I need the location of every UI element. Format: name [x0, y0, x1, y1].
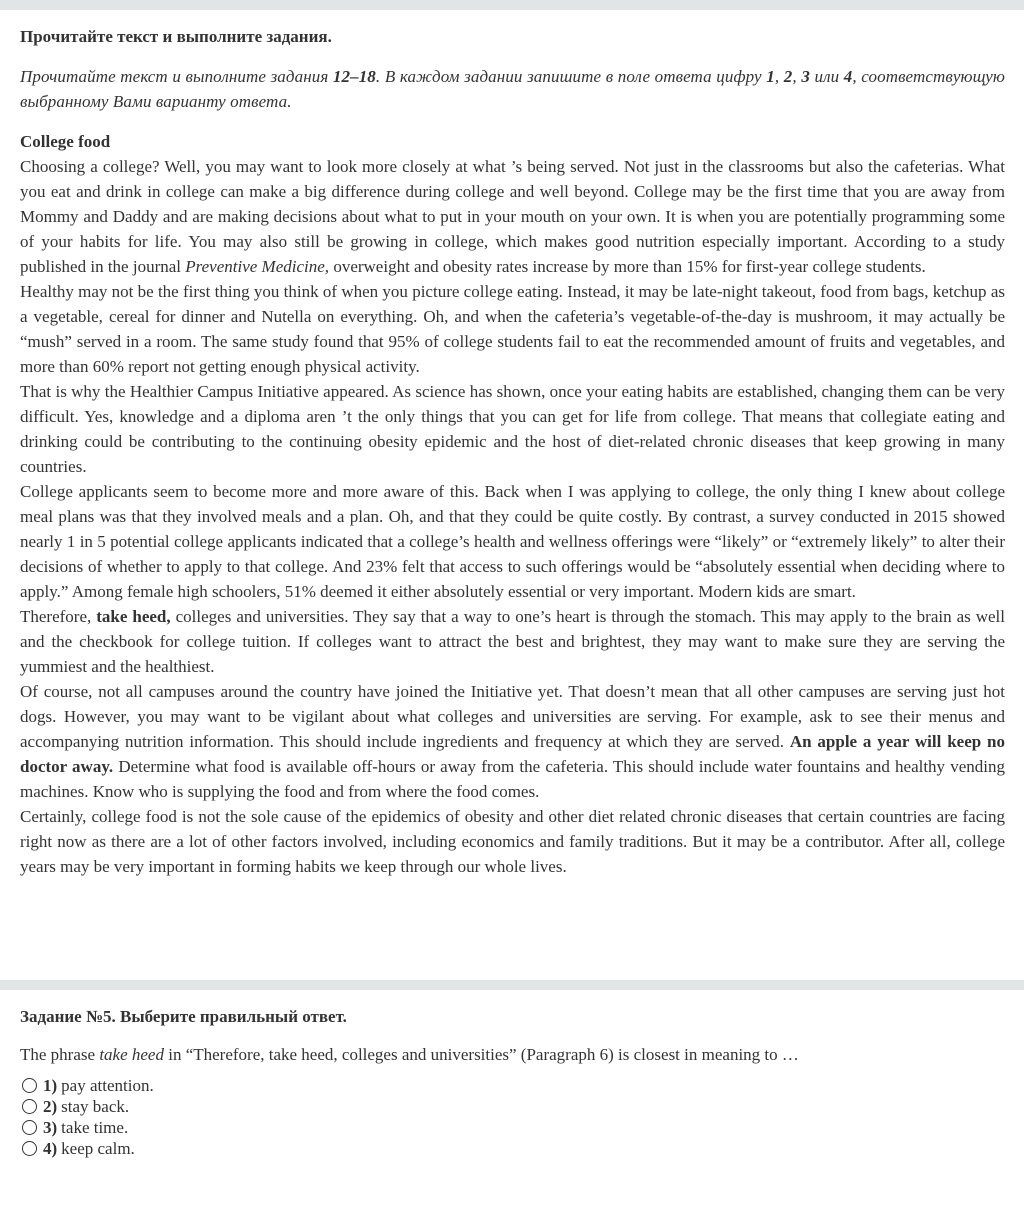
text-run: Determine what food is available off-hours or away from the cafeteria. This should include water fountains and healthy vending machines. Know who is supplying the food and from where the food comes. [20, 757, 1005, 801]
article-title: College food [20, 132, 111, 151]
answer-option-2[interactable] [20, 1096, 1005, 1117]
text-run: That is why the Healthier Campus Initiative appeared. As science has shown, once your eating habits are established, changing them can be very difficult. Yes, knowledge and a diploma aren ’t the only things that you can get for life from college. That means that collegiate eating and drinking could be contributing to the continuing obesity epidemic and the host of diet-related chronic diseases that keep growing in many countries. [20, 382, 1005, 476]
answer-option-3[interactable] [20, 1117, 1005, 1138]
task-section [20, 1006, 1005, 1159]
text-run: . В каждом задании запишите в поле ответа цифру [375, 67, 767, 86]
bold-text: 4 [843, 67, 853, 86]
bold-text: An apple a year will keep no doctor away. [20, 732, 1005, 776]
text-run: Certainly, college food is not the sole cause of the epidemics of obesity and other diet related chronic diseases that certain countries are facing right now as there are a lot of other factors involved, including economics and family traditions. But it may be a contributor. After all, college years may be very important in forming habits we keep through our whole lives. [20, 807, 1005, 876]
text-run: in “Therefore, take heed, colleges and universities” (Paragraph 6) is closest in meaning to … [163, 1045, 799, 1064]
text-run: , [774, 67, 784, 86]
article-paragraph-7 [20, 804, 1005, 879]
option-number: 2) [43, 1096, 58, 1116]
radio-button[interactable] [22, 1099, 37, 1114]
radio-button[interactable] [22, 1078, 37, 1093]
text-run: Therefore, [20, 607, 97, 626]
bold-text: 12–18 [332, 67, 376, 86]
answer-options [20, 1075, 1005, 1159]
text-run: The phrase [20, 1045, 100, 1064]
radio-button[interactable] [22, 1141, 37, 1156]
option-number: 1) [43, 1075, 58, 1095]
option-label: keep calm. [61, 1138, 135, 1158]
article-paragraph-2 [20, 279, 1005, 379]
italic-text: take heed [99, 1045, 164, 1064]
article-paragraph-4 [20, 479, 1005, 604]
option-number: 4) [43, 1138, 58, 1158]
answer-option-1[interactable] [20, 1075, 1005, 1096]
section-divider [0, 980, 1024, 990]
option-label: pay attention. [61, 1075, 154, 1095]
italic-text: Preventive Medicine, [185, 257, 330, 276]
bold-text: 2 [783, 67, 793, 86]
article-paragraph-3 [20, 379, 1005, 479]
bold-text: 1 [766, 67, 775, 86]
instruction-text [20, 64, 1005, 114]
bold-text: take heed, [96, 607, 171, 626]
top-divider-bar [0, 0, 1024, 10]
section-heading: Прочитайте текст и выполните задания. [20, 27, 332, 46]
option-number: 3) [43, 1117, 58, 1137]
text-run: Of course, not all campuses around the country have joined the Initiative yet. That doesn’t mean that all other campuses are serving just hot dogs. However, you may want to be vigilant about what colleges and universities are serving. For example, ask to see their menus and accompanying nutrition information. This should include ingredients and frequency at which they are served. [20, 682, 1005, 751]
article-paragraph-1 [20, 154, 1005, 279]
task-heading: Задание №5. Выберите правильный ответ. [20, 1007, 347, 1026]
text-run: overweight and obesity rates increase by more than 15% for first-year college students. [329, 257, 926, 276]
option-label: stay back. [61, 1096, 130, 1116]
article-paragraph-6 [20, 679, 1005, 804]
text-run: Healthy may not be the first thing you think of when you picture college eating. Instead, it may be late-night takeout, food from bags, ketchup as a vegetable, cereal for dinner and Nutella on everything. Oh, and when the cafeteria’s vegetable-of-the-day is mushroom, it may actually be “mush” served in a room. The same study found that 95% of college students fail to eat the recommended amount of fruits and vegetables, and more than 60% report not getting enough physical activity. [20, 282, 1005, 376]
text-run: Choosing a college? Well, you may want to look more closely at what ’s being served. Not just in the classrooms but also the cafeterias. What you eat and drink in college can make a big difference during college and well beyond. College may be the first time that you are away from Mommy and Daddy and are making decisions about what to put in your mouth on your own. It is when you are potentially programming some of your habits for life. You may also still be growing in college, which makes good nutrition especially important. According to a study published in the journal [20, 157, 1005, 276]
radio-button[interactable] [22, 1120, 37, 1135]
text-run: , соответствующую выбранному Вами варианту ответа. [20, 67, 1006, 111]
answer-option-4[interactable] [20, 1138, 1005, 1159]
article-body [20, 154, 1005, 879]
option-label: take time. [61, 1117, 129, 1137]
text-run: Прочитайте текст и выполните задания [20, 67, 333, 86]
bold-text: 3 [801, 67, 810, 86]
text-run: colleges and universities. They say that a way to one’s heart is through the stomach. This may apply to the brain as well and the checkbook for college tuition. If colleges want to attract the best and brightest, they may want to make sure they are serving the yummiest and the healthiest. [20, 607, 1006, 676]
text-run: или [809, 67, 844, 86]
reading-section [20, 26, 1005, 879]
article-paragraph-5 [20, 604, 1005, 679]
question-text [20, 1044, 1005, 1066]
text-run: College applicants seem to become more and more aware of this. Back when I was applying to college, the only thing I knew about college meal plans was that they involved meals and a plan. Oh, and that they could be quite costly. By contrast, a survey conducted in 2015 showed nearly 1 in 5 potential college applicants indicated that a college’s health and wellness offerings were “likely” or “extremely likely” to alter their decisions of whether to apply to that college. And 23% felt that access to such offerings would be “absolutely essential when deciding where to apply.” Among female high schoolers, 51% deemed it either absolutely essential or very important. Modern kids are smart. [20, 482, 1005, 601]
text-run: , [792, 67, 802, 86]
